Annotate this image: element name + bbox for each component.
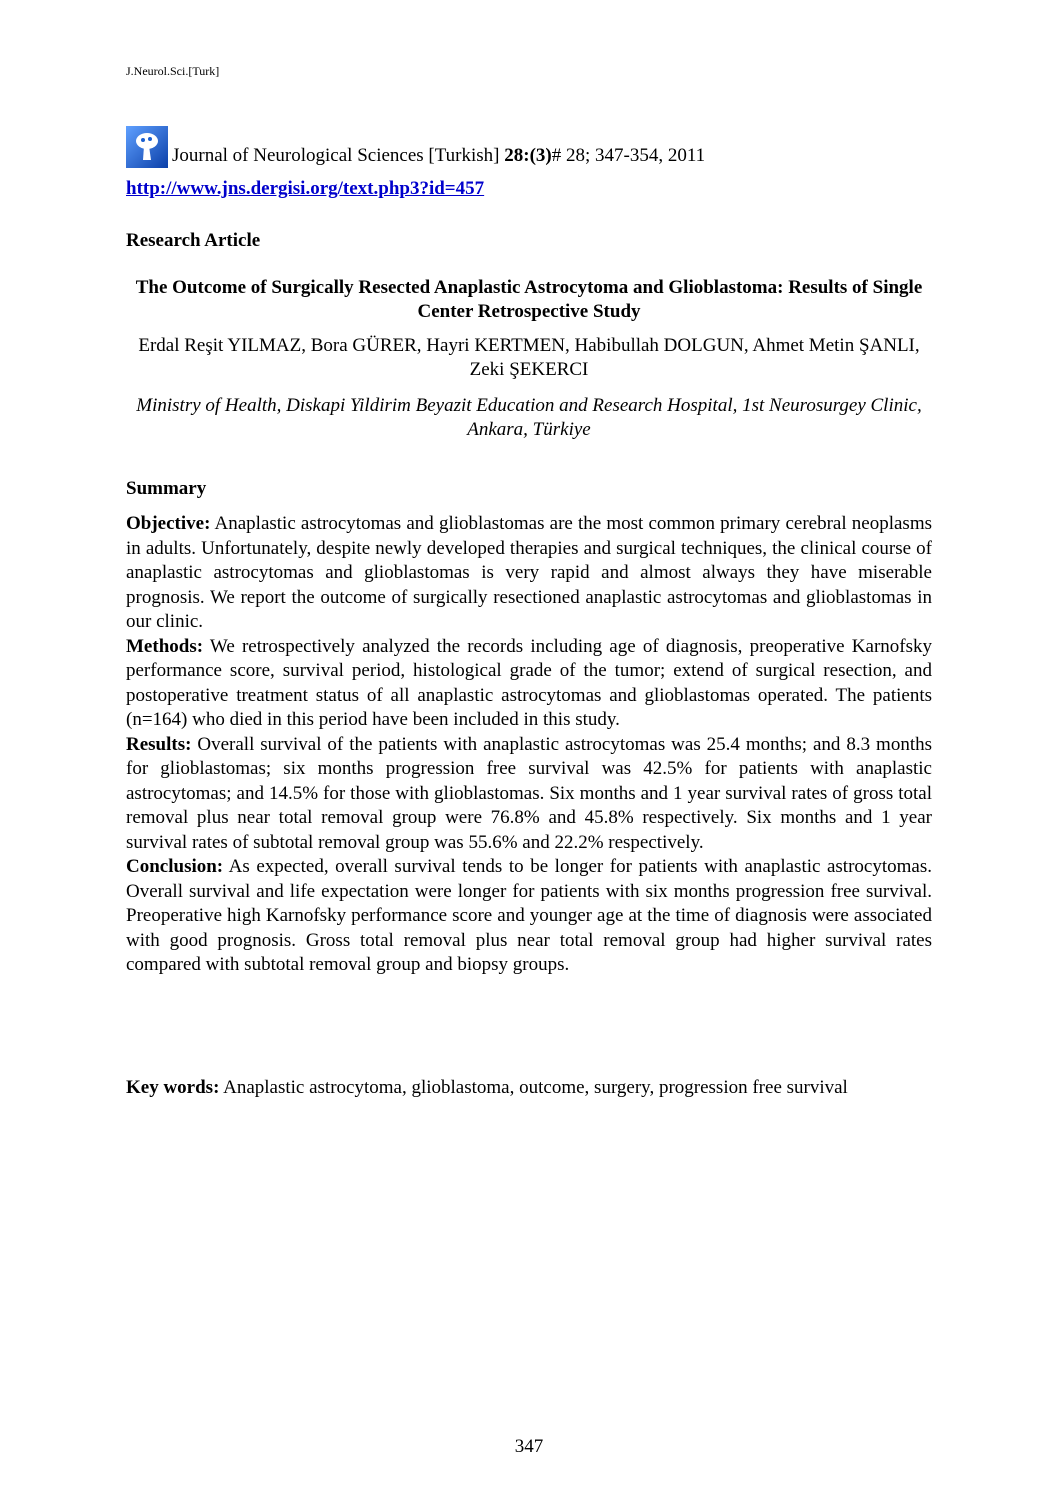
keywords-text: Anaplastic astrocytoma, glioblastoma, outcome, surgery, progression free survival [219,1077,848,1098]
results-text: Overall survival of the patients with anaplastic astrocytomas was 25.4 months; and 8.3 months for glioblastomas; six months progression free survival was 42.5% for patients with anaplastic astrocytomas; and 14.5% for those with glioblastomas. Six months and 1 year survival rates of gross total removal plus near total removal group were 76.8% and 45.8% respectively. Six months and 1 year survival rates of subtotal removal group was 55.6% and 22.2% respectively. [126,733,932,853]
journal-volume: 28:(3) [504,145,552,166]
authors: Erdal Reşit YILMAZ, Bora GÜRER, Hayri KERTMEN, Habibullah DOLGUN, Ahmet Metin ŞANLI, Zeki ŞEKERCI [138,335,920,380]
conclusion-text: As expected, overall survival tends to be longer for patients with anaplastic astrocytomas. Overall survival and life expectation were longer for patients with six months progression free survival. Preoperative high Karnofsky performance score and younger age at the time of diagnosis were associated with good prognosis. Gross total removal plus near total removal group had higher survival rates compared with subtotal removal group and biopsy groups. [126,856,932,975]
page-number: 347 [514,1436,544,1457]
conclusion-label: Conclusion: [126,856,224,877]
article-type: Research Article [126,230,261,251]
objective-label: Objective: [126,513,211,534]
results-label: Results: [126,733,192,755]
affiliation: Ministry of Health, Diskapi Yildirim Beyazit Education and Research Hospital, 1st Neurosurgey Clinic, Ankara, Türkiye [136,395,922,440]
journal-issue-pages: # 28; 347-354, 2011 [551,145,706,166]
abstract [126,512,932,978]
abstract-methods [126,635,932,733]
abstract-conclusion [126,855,932,978]
journal-citation [126,126,705,168]
methods-label: Methods: [126,635,204,657]
abstract-results [126,733,932,856]
article-title: The Outcome of Surgically Resected Anaplastic Astrocytoma and Glioblastoma: Results of Single Center Retrospective Study [135,277,923,322]
methods-text: We retrospectively analyzed the records including age of diagnosis, preoperative Karnofsky performance score, survival period, histological grade of the tumor; extend of surgical resection, and postoperative treatment status of all anaplastic astrocytomas and glioblastomas operated. The patients (n=164) who died in this period have been included in this study. [126,635,932,730]
article-url-link[interactable]: http://www.jns.dergisi.org/text.php3?id=457 [126,178,485,199]
journal-logo-icon [126,126,168,168]
keywords [126,1076,932,1101]
journal-name: Journal of Neurological Sciences [Turkish] [172,145,500,166]
summary-heading: Summary [126,478,207,499]
abstract-objective [126,512,932,635]
keywords-label: Key words: [126,1077,220,1098]
objective-text: Anaplastic astrocytomas and glioblastomas are the most common primary cerebral neoplasms in adults. Unfortunately, despite newly developed therapies and surgical techniques, the clinical course of anaplastic astrocytomas and glioblastomas is very rapid and almost always they have miserable prognosis. We report the outcome of surgically resectioned anaplastic astrocytomas and glioblastomas in our clinic. [126,513,932,632]
running-head: J.Neurol.Sci.[Turk] [126,64,220,78]
